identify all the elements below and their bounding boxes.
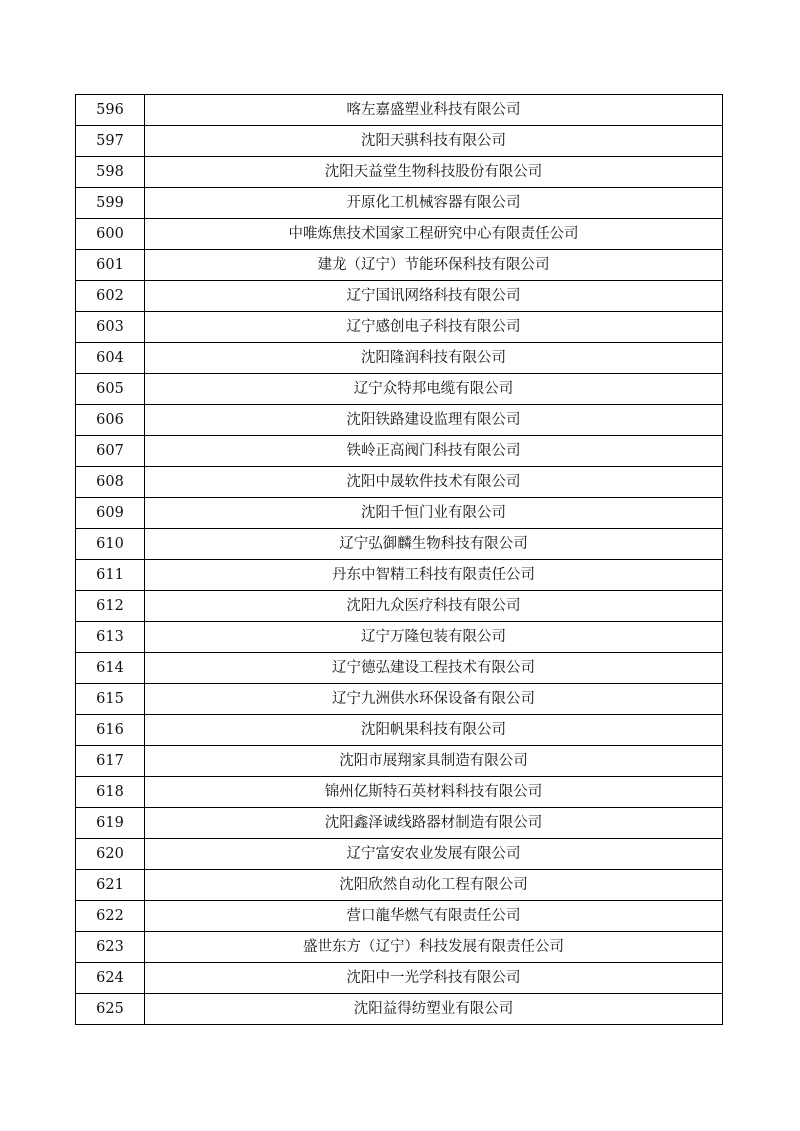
table-row (76, 281, 723, 312)
company-name: 营口龍华燃气有限责任公司 (145, 901, 723, 932)
table-row (76, 870, 723, 901)
table-row (76, 901, 723, 932)
row-number: 622 (76, 901, 145, 932)
company-name: 沈阳益得纺塑业有限公司 (145, 994, 723, 1025)
company-name: 沈阳中一光学科技有限公司 (145, 963, 723, 994)
company-name: 建龙（辽宁）节能环保科技有限公司 (145, 250, 723, 281)
row-number: 602 (76, 281, 145, 312)
company-name: 喀左嘉盛塑业科技有限公司 (145, 95, 723, 126)
row-number: 614 (76, 653, 145, 684)
row-number: 599 (76, 188, 145, 219)
row-number: 617 (76, 746, 145, 777)
table-row (76, 529, 723, 560)
row-number: 606 (76, 405, 145, 436)
table-row (76, 684, 723, 715)
company-name: 盛世东方（辽宁）科技发展有限责任公司 (145, 932, 723, 963)
company-name: 锦州亿斯特石英材料科技有限公司 (145, 777, 723, 808)
row-number: 610 (76, 529, 145, 560)
company-list-body (76, 95, 723, 1025)
row-number: 605 (76, 374, 145, 405)
company-name: 铁岭正高阀门科技有限公司 (145, 436, 723, 467)
table-row (76, 157, 723, 188)
table-row (76, 808, 723, 839)
company-name: 辽宁国讯网络科技有限公司 (145, 281, 723, 312)
company-name: 沈阳帆果科技有限公司 (145, 715, 723, 746)
table-row (76, 591, 723, 622)
company-name: 辽宁万隆包装有限公司 (145, 622, 723, 653)
company-name: 沈阳中晟软件技术有限公司 (145, 467, 723, 498)
row-number: 607 (76, 436, 145, 467)
company-name: 沈阳九众医疗科技有限公司 (145, 591, 723, 622)
table-row (76, 746, 723, 777)
company-name: 辽宁感创电子科技有限公司 (145, 312, 723, 343)
company-name: 辽宁弘御麟生物科技有限公司 (145, 529, 723, 560)
company-name: 丹东中智精工科技有限责任公司 (145, 560, 723, 591)
table-row (76, 126, 723, 157)
company-name: 辽宁九洲供水环保设备有限公司 (145, 684, 723, 715)
table-row (76, 405, 723, 436)
table-row (76, 963, 723, 994)
table-row (76, 560, 723, 591)
table-row (76, 250, 723, 281)
company-name: 沈阳欣然自动化工程有限公司 (145, 870, 723, 901)
company-name: 中唯炼焦技术国家工程研究中心有限责任公司 (145, 219, 723, 250)
row-number: 597 (76, 126, 145, 157)
company-name: 开原化工机械容器有限公司 (145, 188, 723, 219)
table-row (76, 777, 723, 808)
company-name: 沈阳天益堂生物科技股份有限公司 (145, 157, 723, 188)
company-list-table (75, 94, 723, 1025)
table-row (76, 95, 723, 126)
table-row (76, 994, 723, 1025)
row-number: 613 (76, 622, 145, 653)
table-row (76, 498, 723, 529)
company-name: 沈阳市展翔家具制造有限公司 (145, 746, 723, 777)
row-number: 612 (76, 591, 145, 622)
table-row (76, 436, 723, 467)
company-name: 辽宁德弘建设工程技术有限公司 (145, 653, 723, 684)
company-name: 沈阳铁路建设监理有限公司 (145, 405, 723, 436)
company-name: 沈阳天骐科技有限公司 (145, 126, 723, 157)
table-row (76, 653, 723, 684)
table-row (76, 312, 723, 343)
table-row (76, 374, 723, 405)
row-number: 601 (76, 250, 145, 281)
row-number: 625 (76, 994, 145, 1025)
table-row (76, 219, 723, 250)
row-number: 624 (76, 963, 145, 994)
table-row (76, 188, 723, 219)
row-number: 621 (76, 870, 145, 901)
company-name: 沈阳鑫泽诚线路器材制造有限公司 (145, 808, 723, 839)
row-number: 615 (76, 684, 145, 715)
company-name: 沈阳千恒门业有限公司 (145, 498, 723, 529)
table-row (76, 343, 723, 374)
company-name: 辽宁众特邦电缆有限公司 (145, 374, 723, 405)
row-number: 619 (76, 808, 145, 839)
table-row (76, 467, 723, 498)
row-number: 609 (76, 498, 145, 529)
row-number: 623 (76, 932, 145, 963)
row-number: 598 (76, 157, 145, 188)
table-row (76, 839, 723, 870)
company-name: 辽宁富安农业发展有限公司 (145, 839, 723, 870)
row-number: 611 (76, 560, 145, 591)
row-number: 603 (76, 312, 145, 343)
table-row (76, 932, 723, 963)
row-number: 600 (76, 219, 145, 250)
row-number: 596 (76, 95, 145, 126)
table-row (76, 622, 723, 653)
table-row (76, 715, 723, 746)
row-number: 616 (76, 715, 145, 746)
row-number: 604 (76, 343, 145, 374)
row-number: 620 (76, 839, 145, 870)
row-number: 618 (76, 777, 145, 808)
row-number: 608 (76, 467, 145, 498)
company-name: 沈阳隆润科技有限公司 (145, 343, 723, 374)
